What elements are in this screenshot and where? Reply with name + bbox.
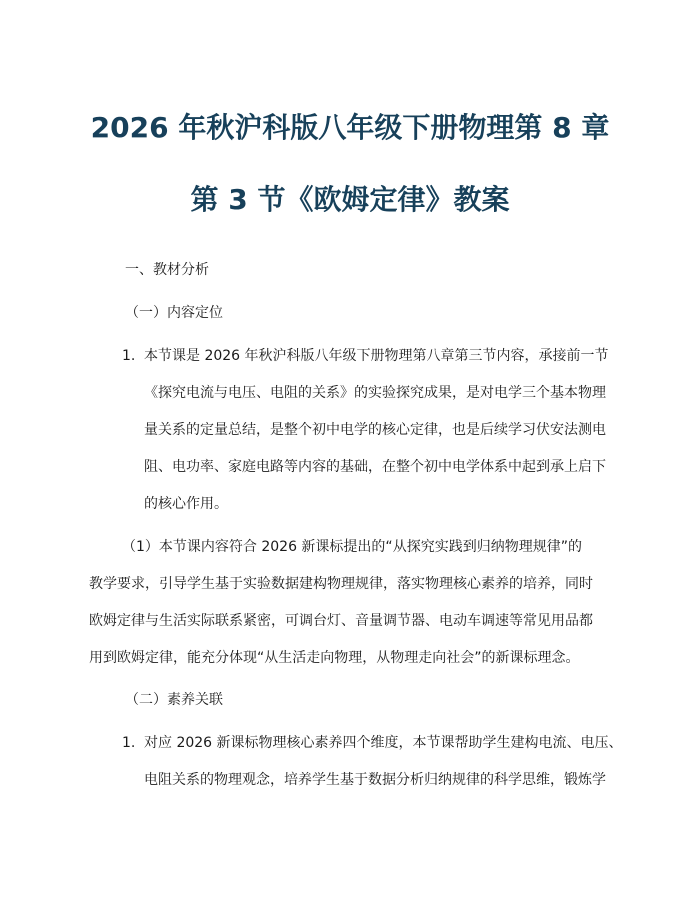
paragraph-1-line: 欧姆定律与生活实际联系紧密，可调台灯、音量调节器、电动车调速等常见用品都 <box>89 613 593 629</box>
document-title-line-2: 第 3 节《欧姆定律》教案 <box>190 183 510 216</box>
list-item-1-line: 阻、电功率、家庭电路等内容的基础，在整个初中电学体系中起到承上启下 <box>144 459 606 475</box>
paragraph-1-line: （1）本节课内容符合 2026 新课标提出的“从探究实践到归纳物理规律”的 <box>122 539 582 555</box>
document-title-line-1: 2026 年秋沪科版八年级下册物理第 8 章 <box>90 111 610 144</box>
section-heading-1: 一、教材分析 <box>125 262 209 278</box>
list-item-1-line: 量关系的定量总结，是整个初中电学的核心定律，也是后续学习伏安法测电 <box>144 422 606 438</box>
paragraph-1-line: 用到欧姆定律，能充分体现“从生活走向物理，从物理走向社会”的新课标理念。 <box>89 650 580 666</box>
list-item-1-line: 的核心作用。 <box>144 496 228 512</box>
list-item-1-line: 本节课是 2026 年秋沪科版八年级下册物理第八章第三节内容，承接前一节 <box>144 348 609 364</box>
paragraph-1-line: 教学要求，引导学生基于实验数据建构物理规律，落实物理核心素养的培养，同时 <box>89 576 593 592</box>
list-item-1-line: 《探究电流与电压、电阻的关系》的实验探究成果，是对电学三个基本物理 <box>144 385 606 401</box>
subsection-heading-2: （二）素养关联 <box>125 692 223 708</box>
list-item-2-line: 对应 2026 新课标物理核心素养四个维度，本节课帮助学生建构电流、电压、 <box>144 735 623 751</box>
subsection-heading-1: （一）内容定位 <box>125 305 223 321</box>
list-item-2-line: 电阻关系的物理观念，培养学生基于数据分析归纳规律的科学思维，锻炼学 <box>144 772 606 788</box>
list-item-number-1: 1. <box>122 348 136 364</box>
list-item-number-2: 1. <box>122 735 136 751</box>
